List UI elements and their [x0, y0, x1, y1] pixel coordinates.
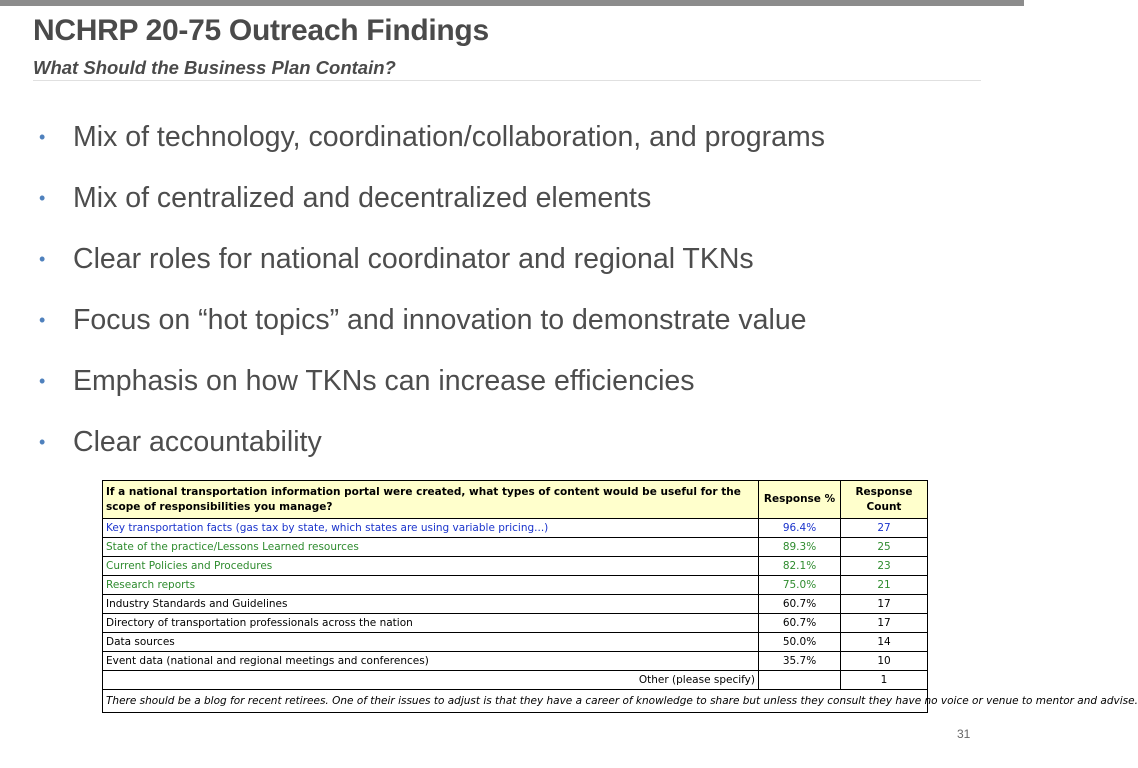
other-comment: There should be a blog for recent retirees. One of their issues to adjust is that they have a career of knowledge to share but unless they consult they have no voice or venue to mentor and advise.: [103, 690, 928, 713]
slide-title: NCHRP 20-75 Outreach Findings: [33, 14, 489, 47]
top-accent-bar: [0, 0, 1024, 6]
bullet-marker: •: [39, 127, 46, 147]
table-row: [103, 633, 928, 652]
table-row: [103, 538, 928, 557]
bullet-text: Focus on “hot topics” and innovation to demonstrate value: [73, 304, 807, 336]
other-label: Other (please specify): [103, 671, 759, 690]
row-percent: 89.3%: [759, 538, 841, 557]
bullet-marker: •: [39, 371, 46, 391]
table-row: [103, 576, 928, 595]
row-percent: 60.7%: [759, 614, 841, 633]
table-row: [103, 595, 928, 614]
row-label: Directory of transportation professionals across the nation: [103, 614, 759, 633]
table-row: [103, 614, 928, 633]
row-percent: 96.4%: [759, 519, 841, 538]
bullet-text: Clear accountability: [73, 426, 322, 458]
slide-subtitle: What Should the Business Plan Contain?: [33, 57, 396, 78]
row-percent: 82.1%: [759, 557, 841, 576]
other-percent: [759, 671, 841, 690]
title-divider: [33, 80, 981, 81]
bullet-marker: •: [39, 249, 46, 269]
row-count: 21: [841, 576, 928, 595]
other-count: 1: [841, 671, 928, 690]
row-count: 17: [841, 595, 928, 614]
page-number: 31: [957, 727, 971, 741]
row-percent: 50.0%: [759, 633, 841, 652]
bullet-text: Mix of technology, coordination/collaboration, and programs: [73, 121, 825, 153]
other-row: [103, 671, 928, 690]
row-count: 14: [841, 633, 928, 652]
row-label: Data sources: [103, 633, 759, 652]
bullet-marker: •: [39, 310, 46, 330]
row-count: 25: [841, 538, 928, 557]
row-label: Research reports: [103, 576, 759, 595]
row-label: Key transportation facts (gas tax by state, which states are using variable pricing...): [103, 519, 759, 538]
row-count: 23: [841, 557, 928, 576]
table-row: [103, 557, 928, 576]
row-label: Event data (national and regional meetings and conferences): [103, 652, 759, 671]
bullet-marker: •: [39, 432, 46, 452]
comment-row: [103, 690, 928, 713]
table-row: [103, 652, 928, 671]
row-percent: 75.0%: [759, 576, 841, 595]
bullet-text: Emphasis on how TKNs can increase efficiencies: [73, 365, 695, 397]
row-label: Industry Standards and Guidelines: [103, 595, 759, 614]
table-header-row: [103, 481, 928, 519]
row-count: 27: [841, 519, 928, 538]
bullet-text: Clear roles for national coordinator and regional TKNs: [73, 243, 754, 275]
bullet-marker: •: [39, 188, 46, 208]
row-count: 17: [841, 614, 928, 633]
response-count-header: Response Count: [841, 481, 928, 519]
survey-question: If a national transportation information portal were created, what types of content would be useful for the scope of responsibilities you manage?: [103, 481, 759, 519]
bullet-text: Mix of centralized and decentralized elements: [73, 182, 652, 214]
row-percent: 60.7%: [759, 595, 841, 614]
survey-table: [102, 480, 1138, 713]
table-row: [103, 519, 928, 538]
row-percent: 35.7%: [759, 652, 841, 671]
row-label: Current Policies and Procedures: [103, 557, 759, 576]
row-label: State of the practice/Lessons Learned resources: [103, 538, 759, 557]
response-percent-header: Response %: [759, 481, 841, 519]
row-count: 10: [841, 652, 928, 671]
